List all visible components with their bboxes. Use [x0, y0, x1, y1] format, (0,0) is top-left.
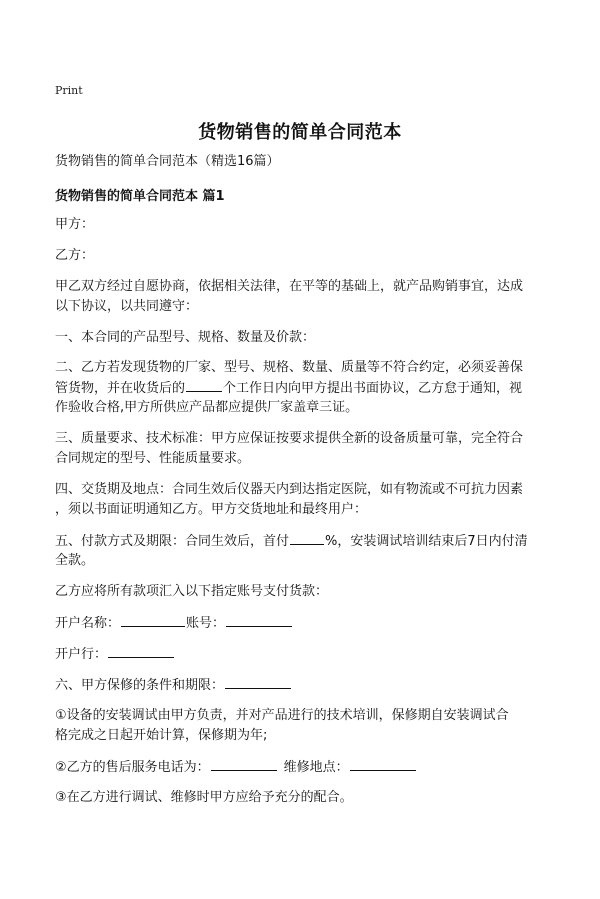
account-number-label: 账号： [186, 616, 226, 631]
clause-4-line-2: ，须以书面证明通知乙方。甲方交货地址和最终用户： [55, 502, 368, 517]
intro-paragraph-line-2: 以下协议，以共同遵守： [55, 299, 199, 314]
bank-line [55, 643, 555, 666]
clause-3-line-2: 合同规定的型号、性能质量要求。 [55, 451, 251, 466]
print-label: Print [55, 84, 83, 97]
section-heading: 货物销售的简单合同范本 篇1 [55, 189, 225, 204]
account-name-label: 开户名称： [55, 616, 121, 631]
clause-2-line-1: 二、乙方若发现货物的厂家、型号、规格、数量、质量等不符合约定，必须妥善保 [55, 360, 524, 375]
party-b-label: 乙方： [55, 248, 95, 263]
account-name-blank [121, 612, 185, 627]
party-a-label: 甲方： [55, 217, 95, 232]
clause-2-line-2-end: 个工作日内向甲方提出书面协议，乙方怠于通知，视 [223, 381, 523, 396]
warranty-terms-blank [225, 674, 291, 689]
warranty-2-line [55, 756, 555, 779]
clause-4-line-1: 四、交货期及地点：合同生效后仪器天内到达指定医院，如有物流或不可抗力因素 [55, 482, 524, 497]
workdays-blank [186, 377, 222, 392]
bank-blank [108, 643, 174, 658]
warranty-1-line-1: ①设备的安装调试由甲方负责，并对产品进行的技术培训，保修期自安装调试合 [55, 708, 509, 723]
remittance-line: 乙方应将所有款项汇入以下指定账号支付货款： [55, 584, 329, 599]
bank-label: 开户行： [55, 647, 108, 662]
clause-6-line [55, 674, 555, 697]
document-title: 货物销售的简单合同范本 [198, 122, 402, 143]
clause-5-line-1-start: 五、付款方式及期限：合同生效后，首付 [55, 534, 290, 549]
clause-5-line-2: 全款。 [55, 553, 95, 568]
clause-5-line-1-end: %，安装调试培训结束后7日内付清 [325, 534, 528, 549]
account-line [55, 612, 555, 635]
clause-3-line-1: 三、质量要求、技术标准：甲方应保证按要求提供全新的设备质量可靠，完全符合 [55, 431, 524, 446]
warranty-3-line: ③在乙方进行调试、维修时甲方应给予充分的配合。 [55, 790, 353, 805]
warranty-1-line-2: 格完成之日起开始计算，保修期为年; [55, 728, 268, 743]
clause-1: 一、本合同的产品型号、规格、数量及价款： [55, 330, 316, 345]
repair-location-label: 维修地点： [283, 760, 349, 775]
document-subtitle: 货物销售的简单合同范本（精选16篇） [55, 154, 280, 169]
service-phone-label: ②乙方的售后服务电话为： [55, 760, 210, 775]
clause-6-label: 六、甲方保修的条件和期限： [55, 678, 225, 693]
account-number-blank [226, 612, 292, 627]
clause-2-line-2-start: 管货物，并在收货后的 [55, 381, 186, 396]
service-phone-blank [211, 756, 277, 771]
down-payment-blank [290, 530, 324, 545]
repair-location-blank [350, 756, 416, 771]
intro-paragraph-line-1: 甲乙双方经过自愿协商，依据相关法律，在平等的基础上，就产品购销事宜，达成 [55, 279, 524, 294]
clause-2-line-3: 作验收合格,甲方所供应产品都应提供厂家盖章三证。 [55, 400, 359, 415]
